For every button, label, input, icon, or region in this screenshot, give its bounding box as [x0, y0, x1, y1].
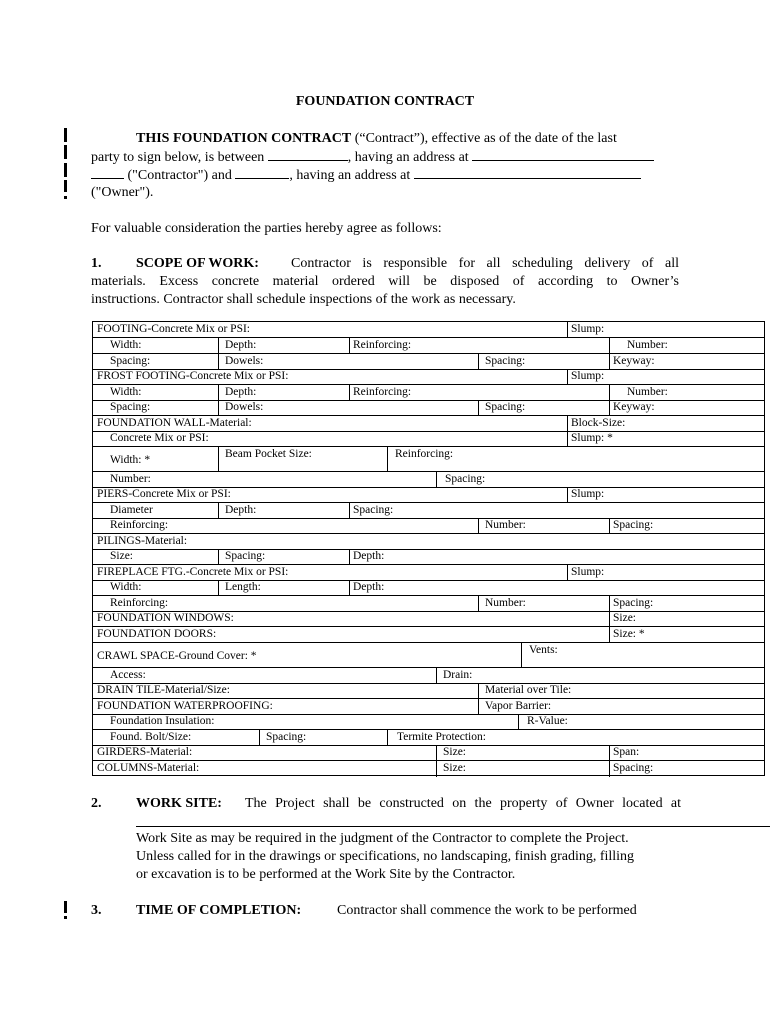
change-bar	[64, 196, 67, 199]
owner-name-blank[interactable]	[235, 166, 289, 179]
termite-label: Termite Protection:	[397, 731, 486, 743]
owner-address-blank[interactable]	[414, 166, 641, 179]
wall-slump-label: Slump: *	[571, 432, 613, 444]
section-2-text: The Project shall be constructed on the property of Owner located at	[245, 796, 681, 811]
change-bar	[64, 901, 67, 913]
pilings-spacing-label: Spacing:	[225, 550, 266, 562]
frost-dowel-spacing-label: Spacing:	[485, 401, 526, 413]
piers-depth-label: Depth:	[225, 504, 257, 516]
intro-text: , having an address at	[347, 150, 473, 165]
intro-line-2	[91, 148, 654, 167]
section-1-text: Contractor is responsible for all scheduling delivery of all	[291, 256, 679, 271]
intro-text: , having an address at	[289, 168, 414, 183]
girders-span-label: Span:	[613, 746, 640, 758]
document-title: FOUNDATION CONTRACT	[295, 94, 475, 109]
piers-label: PIERS-Concrete Mix or PSI:	[97, 488, 231, 500]
footing-reinforcing-label: Reinforcing:	[353, 339, 412, 351]
footing-width-label: Width:	[110, 339, 142, 351]
consideration-text: For valuable consideration the parties hereby agree as follows:	[91, 221, 442, 236]
fireplace-number-label: Number:	[485, 597, 526, 609]
footing-number-label: Number:	[627, 339, 668, 351]
waterproofing-label: FOUNDATION WATERPROOFING:	[97, 700, 273, 712]
piers-spacing-label: Spacing:	[353, 504, 394, 516]
footing-label: FOOTING-Concrete Mix or PSI:	[97, 323, 250, 335]
columns-label: COLUMNS-Material:	[97, 762, 200, 774]
block-size-label: Block-Size:	[571, 417, 626, 429]
girders-label: GIRDERS-Material:	[97, 746, 193, 758]
change-bar	[64, 163, 67, 177]
frost-slump-label: Slump:	[571, 370, 605, 382]
section-1-heading: SCOPE OF WORK:	[136, 256, 259, 271]
wall-concrete-mix-label: Concrete Mix or PSI:	[110, 432, 209, 444]
intro-text: party to sign below, is between	[91, 150, 268, 165]
frost-depth-label: Depth:	[225, 386, 257, 398]
foundation-spec-table	[92, 321, 765, 776]
pilings-depth-label: Depth:	[353, 550, 385, 562]
bolt-spacing-label: Spacing:	[266, 731, 307, 743]
section-1-line-2: materials. Excess concrete material ordered will be disposed of according to Owner’s	[91, 274, 679, 289]
section-3-heading: TIME OF COMPLETION:	[136, 903, 302, 918]
doors-size-label: Size: *	[613, 628, 645, 640]
contractor-address-blank[interactable]	[472, 148, 654, 161]
contractor-name-blank[interactable]	[268, 148, 348, 161]
change-bar	[64, 180, 67, 192]
wall-spacing-label: Spacing:	[445, 473, 486, 485]
frost-spacing-label: Spacing:	[110, 401, 151, 413]
contractor-blank[interactable]	[91, 166, 124, 179]
fireplace-spacing-label: Spacing:	[613, 597, 654, 609]
access-label: Access:	[110, 669, 146, 681]
piers-number-label: Number:	[485, 519, 526, 531]
piers-diameter-label: Diameter	[110, 504, 153, 516]
frost-reinforcing-label: Reinforcing:	[353, 386, 412, 398]
intro-line-4: ("Owner").	[91, 185, 154, 200]
columns-spacing-label: Spacing:	[613, 762, 654, 774]
change-bar	[64, 128, 67, 142]
footing-keyway-label: Keyway:	[613, 355, 655, 367]
pilings-size-label: Size:	[110, 550, 133, 562]
footing-slump-label: Slump:	[571, 323, 605, 335]
beam-pocket-label: Beam Pocket Size:	[225, 448, 312, 460]
foundation-wall-label: FOUNDATION WALL-Material:	[97, 417, 252, 429]
wall-width-label: Width: *	[110, 454, 151, 466]
intro-line-3	[91, 166, 641, 185]
bolt-size-label: Found. Bolt/Size:	[110, 731, 192, 743]
r-value-label: R-Value:	[527, 715, 568, 727]
drain-tile-label: DRAIN TILE-Material/Size:	[97, 684, 230, 696]
pilings-label: PILINGS-Material:	[97, 535, 188, 547]
vapor-barrier-label: Vapor Barrier:	[485, 700, 552, 712]
drain-label: Drain:	[443, 669, 473, 681]
fireplace-slump-label: Slump:	[571, 566, 605, 578]
footing-dowels-label: Dowels:	[225, 355, 264, 367]
change-bar	[64, 145, 67, 159]
wall-number-label: Number:	[110, 473, 151, 485]
section-3-number: 3.	[91, 903, 102, 918]
section-2-line-2: Work Site as may be required in the judgment of the Contractor to complete the Project.	[136, 831, 629, 846]
piers-reinforcing-label: Reinforcing:	[110, 519, 169, 531]
girders-size-label: Size:	[443, 746, 466, 758]
section-2-heading: WORK SITE:	[136, 796, 222, 811]
material-over-tile-label: Material over Tile:	[485, 684, 572, 696]
columns-size-label: Size:	[443, 762, 466, 774]
section-2-line-4: or excavation is to be performed at the Work Site by the Contractor.	[136, 867, 516, 882]
intro-text: ("Contractor") and	[124, 168, 236, 183]
crawl-space-label: CRAWL SPACE-Ground Cover: *	[97, 650, 257, 662]
windows-label: FOUNDATION WINDOWS:	[97, 612, 234, 624]
change-bar	[64, 916, 67, 919]
fireplace-width-label: Width:	[110, 581, 142, 593]
frost-footing-label: FROST FOOTING-Concrete Mix or PSI:	[97, 370, 289, 382]
footing-dowel-spacing-label: Spacing:	[485, 355, 526, 367]
frost-keyway-label: Keyway:	[613, 401, 655, 413]
intro-text: (“Contract”), effective as of the date of the last	[351, 131, 617, 146]
wall-reinforcing-label: Reinforcing:	[395, 448, 454, 460]
fireplace-length-label: Length:	[225, 581, 261, 593]
section-3-line-1	[91, 902, 691, 920]
piers-rebar-spacing-label: Spacing:	[613, 519, 654, 531]
insulation-label: Foundation Insulation:	[110, 715, 215, 727]
section-2-line-1	[91, 795, 681, 813]
section-1-line-3: instructions. Contractor shall schedule inspections of the work as necessary.	[91, 292, 516, 307]
section-1-number: 1.	[91, 256, 102, 271]
frost-dowels-label: Dowels:	[225, 401, 264, 413]
intro-bold-lead: THIS FOUNDATION CONTRACT	[136, 131, 352, 146]
footing-depth-label: Depth:	[225, 339, 257, 351]
frost-width-label: Width:	[110, 386, 142, 398]
section-1-line-1	[91, 255, 679, 273]
piers-slump-label: Slump:	[571, 488, 605, 500]
windows-size-label: Size:	[613, 612, 636, 624]
fireplace-reinforcing-label: Reinforcing:	[110, 597, 169, 609]
intro-line-1	[136, 130, 617, 148]
fireplace-label: FIREPLACE FTG.-Concrete Mix or PSI:	[97, 566, 289, 578]
section-2-line-3: Unless called for in the drawings or specifications, no landscaping, finish grading, filling	[136, 849, 635, 864]
section-2-number: 2.	[91, 796, 102, 811]
frost-number-label: Number:	[627, 386, 668, 398]
section-3-text: Contractor shall commence the work to be performed	[337, 903, 637, 918]
doors-label: FOUNDATION DOORS:	[97, 628, 217, 640]
vents-label: Vents:	[529, 644, 558, 656]
footing-spacing-label: Spacing:	[110, 355, 151, 367]
work-site-blank[interactable]	[136, 826, 770, 827]
fireplace-depth-label: Depth:	[353, 581, 385, 593]
